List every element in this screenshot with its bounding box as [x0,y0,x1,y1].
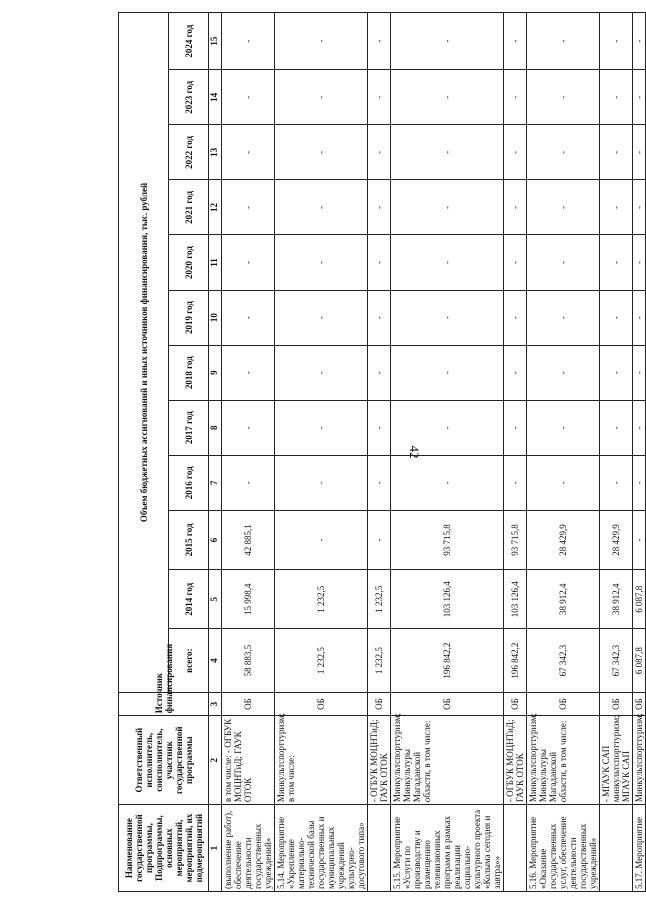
row-year-value: - [391,290,504,345]
column-number: 14 [209,70,222,125]
row-year-value: - [222,235,275,290]
row-year-value: - [275,455,368,510]
row-year-value: - [600,13,633,70]
row-year-value: - [275,510,368,569]
row-year-value: - [504,70,527,125]
column-number: 10 [209,290,222,345]
row-responsible: - ОГБУК МОЦНТиД; ГАУК ОТОК [368,716,391,805]
row-year-value: 103 126,4 [391,570,504,629]
row-year-value: - [275,180,368,235]
row-year-value: 1 232,5 [275,570,368,629]
row-responsible: Минкультспорттуризм; в том числе: [275,716,368,805]
row-source: ОБ [368,692,391,715]
row-year-value: - [527,13,600,70]
row-source: ОБ [633,692,646,715]
row-year-value: 42 885,1 [222,510,275,569]
row-responsible: - МГАУК САП минкультспорттуризм; МГАУК САП [600,716,633,805]
row-year-value: - [633,510,646,569]
row-year-value: 28 429,9 [527,510,600,569]
row-responsible: в том числе: - ОГБУК МОЦНТиД; ГАУК ОТОК [222,716,275,805]
row-year-value: - [633,345,646,400]
row-year-value: 103 126,4 [504,570,527,629]
row-year-value: - [600,290,633,345]
row-year-value: - [222,13,275,70]
row-year-value: - [504,13,527,70]
row-total: 6 087,8 [633,629,646,693]
table-row [368,13,391,892]
row-name [368,805,391,892]
row-year-value: - [391,345,504,400]
column-number: 9 [209,345,222,400]
row-year-value: 93 715,8 [504,510,527,569]
row-year-value: - [527,455,600,510]
row-year-value: - [527,235,600,290]
row-year-value: - [633,235,646,290]
row-year-value: - [600,400,633,455]
row-name: (выполнение работ), обеспечение деятельности государственных учреждений» [222,805,275,892]
row-year-value: - [527,180,600,235]
row-year-value: - [504,345,527,400]
column-number: 7 [209,455,222,510]
row-year-value: - [633,400,646,455]
column-number: 15 [209,13,222,70]
row-year-value: - [527,125,600,180]
row-year-value: - [368,235,391,290]
row-name [504,805,527,892]
row-year-value: - [275,13,368,70]
row-year-value: - [391,13,504,70]
row-year-value: - [633,125,646,180]
row-year-value: - [275,345,368,400]
row-year-value: 1 232,5 [368,570,391,629]
row-year-value: 93 715,8 [391,510,504,569]
header-year: 2020 год [169,235,209,290]
header-year: 2016 год [169,455,209,510]
row-year-value: - [600,180,633,235]
row-year-value: - [633,455,646,510]
funding-table [118,12,646,892]
row-name [600,805,633,892]
row-year-value: - [275,70,368,125]
row-year-value: - [368,125,391,180]
row-responsible: - ОГБУК МОЦНТиД; ГАУК ОТОК [504,716,527,805]
table-row [527,13,600,892]
row-year-value: - [368,510,391,569]
row-year-value: - [275,290,368,345]
row-total: 1 232,5 [368,629,391,693]
row-source: ОБ [527,692,600,715]
row-year-value: - [368,455,391,510]
table-row [275,13,368,892]
header-year: 2019 год [169,290,209,345]
column-number: 13 [209,125,222,180]
column-number: 1 [209,805,222,892]
row-year-value: - [504,290,527,345]
row-year-value: - [600,345,633,400]
row-year-value: - [391,400,504,455]
row-year-value: - [527,70,600,125]
rotated-table-container [118,12,644,892]
row-year-value: - [633,13,646,70]
row-total: 196 842,2 [391,629,504,693]
column-number: 6 [209,510,222,569]
row-year-value: - [368,290,391,345]
row-year-value: - [222,290,275,345]
row-year-value: - [275,235,368,290]
row-total: 1 232,5 [275,629,368,693]
row-year-value: - [391,455,504,510]
row-year-value: 15 998,4 [222,570,275,629]
row-year-value: - [391,125,504,180]
header-year: 2018 год [169,345,209,400]
row-name: 5.14. Мероприятие «Укрепление материально-технической базы государственных и муниципальных учреждений культурно-досугового типа» [275,805,368,892]
row-total: 196 842,2 [504,629,527,693]
row-year-value: - [504,400,527,455]
column-number: 2 [209,716,222,805]
row-responsible: Минкультспорттуризм; [633,716,646,805]
row-year-value: - [368,13,391,70]
row-year-value: - [600,125,633,180]
header-year: 2022 год [169,125,209,180]
header-funding-group: Объем бюджетных ассигнований и иных источников финансирования, тыс. рублей [119,13,169,693]
row-year-value: - [600,70,633,125]
row-year-value: - [504,235,527,290]
row-source: ОБ [504,692,527,715]
header-year: 2015 год [169,510,209,569]
header-year: 2024 год [169,13,209,70]
header-name: Наименование государственной программы, Подпрограммы, основных мероприятий, мероприятий, их подмероприятий [119,805,209,892]
column-number: 11 [209,235,222,290]
row-year-value: - [527,345,600,400]
row-year-value: - [275,125,368,180]
row-year-value: - [600,455,633,510]
row-year-value: - [222,345,275,400]
header-source: Источник финансирования [119,692,209,715]
row-year-value: - [504,455,527,510]
row-year-value: - [633,180,646,235]
row-year-value: - [633,290,646,345]
row-year-value: - [504,125,527,180]
table-row [391,13,504,892]
row-year-value: 28 429,9 [600,510,633,569]
header-year: 2017 год [169,400,209,455]
row-year-value: - [391,235,504,290]
header-year: 2014 год [169,570,209,629]
row-name: 5.16. Мероприятие «Оказание государственных услуг, обеспечение деятельности государственных учреждений» [527,805,600,892]
column-number: 8 [209,400,222,455]
column-number: 3 [209,692,222,715]
row-name: 5.15. Мероприятие «Услуги по производству и размещению телевизионных программ в рамках реализации социально-культурного проекта «Колыма сегодня и завтра»» [391,805,504,892]
row-year-value: - [391,70,504,125]
row-year-value: - [527,400,600,455]
row-year-value: 38 912,4 [527,570,600,629]
row-source: ОБ [600,692,633,715]
table-row [222,13,275,892]
row-responsible: Минкультспорттуризм; Минкультуры Магаданской области, в том числе: [527,716,600,805]
row-year-value: - [368,400,391,455]
row-year-value: - [275,400,368,455]
row-year-value: 38 912,4 [600,570,633,629]
row-year-value: - [222,455,275,510]
row-total: 58 883,5 [222,629,275,693]
row-year-value: - [504,180,527,235]
row-source: ОБ [275,692,368,715]
row-year-value: - [222,400,275,455]
column-number: 12 [209,180,222,235]
column-number: 5 [209,570,222,629]
row-year-value: - [527,290,600,345]
row-year-value: - [633,70,646,125]
row-year-value: - [368,70,391,125]
column-number: 4 [209,629,222,693]
row-year-value: - [222,125,275,180]
row-year-value: - [222,70,275,125]
row-year-value: - [600,235,633,290]
header-year: 2023 год [169,70,209,125]
row-year-value: - [391,180,504,235]
table-row [600,13,633,892]
row-source: ОБ [391,692,504,715]
row-year-value: - [222,180,275,235]
page-number: 42 [407,445,422,459]
header-total: всего: [169,629,209,693]
row-source: ОБ [222,692,275,715]
row-total: 67 342,3 [600,629,633,693]
row-responsible: Минкультспорттуризм; Минкультуры Магаданской области, в том числе: [391,716,504,805]
table-row [633,13,646,892]
row-year-value: 6 087,8 [633,570,646,629]
row-year-value: - [368,180,391,235]
row-name: 5.17. Мероприятие [633,805,646,892]
header-year: 2021 год [169,180,209,235]
row-year-value: - [368,345,391,400]
header-responsible: Ответственный исполнитель, соисполнитель, участник государственной программы [119,716,209,805]
row-total: 67 342,3 [527,629,600,693]
table-row [504,13,527,892]
